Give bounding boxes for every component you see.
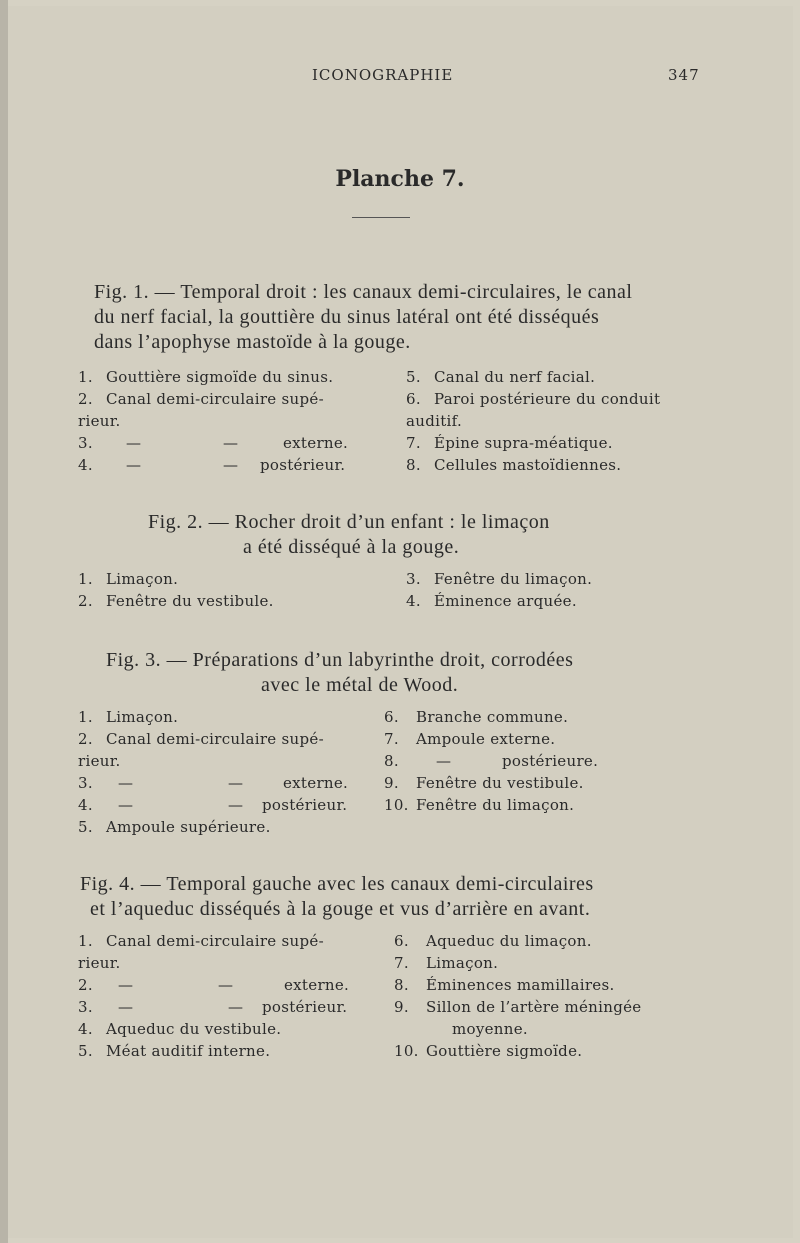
fig4-caption-line: Fig. 4. — Temporal gauche avec les canaux demi-circulaires bbox=[80, 873, 594, 895]
legend-item-continuation: auditif. bbox=[406, 412, 463, 430]
fig2-caption-line: Fig. 2. — Rocher droit d’un enfant : le limaçon bbox=[148, 511, 550, 533]
fig1-caption-line: du nerf facial, la gouttière du sinus latéral ont été disséqués bbox=[94, 306, 600, 328]
fig4-caption-line: et l’aqueduc disséqués à la gouge et vus d’arrière en avant. bbox=[90, 898, 591, 920]
running-head-title: ICONOGRAPHIE bbox=[312, 66, 454, 84]
plate-title: Planche 7. bbox=[335, 166, 465, 192]
fig3-legend-right bbox=[384, 706, 724, 816]
legend-item: 4. — — postérieur. bbox=[78, 456, 346, 474]
legend-item: 8. — postérieure. bbox=[384, 752, 599, 770]
legend-item-continuation: rieur. bbox=[78, 954, 121, 972]
legend-item: 3. — — externe. bbox=[78, 434, 349, 452]
fig3-legend bbox=[78, 706, 718, 838]
fig3-legend-left bbox=[78, 706, 378, 838]
legend-item-continuation: rieur. bbox=[78, 412, 121, 430]
legend-item: 7. Épine supra-méatique. bbox=[406, 434, 613, 452]
fig1-caption-line: dans l’apophyse mastoïde à la gouge. bbox=[94, 331, 411, 353]
legend-item: 6. Paroi postérieure du conduit bbox=[406, 390, 661, 408]
legend-item: 8. Éminences mamillaires. bbox=[394, 976, 615, 994]
fig1-legend bbox=[78, 366, 718, 476]
legend-item: 6. Branche commune. bbox=[384, 708, 569, 726]
legend-item: 2. Canal demi-circulaire supé- bbox=[78, 730, 324, 748]
legend-item-continuation: moyenne. bbox=[452, 1020, 528, 1038]
fig4-legend-left bbox=[78, 930, 378, 1062]
fig4-legend bbox=[78, 930, 718, 1062]
legend-item: 10. Fenêtre du limaçon. bbox=[384, 796, 575, 814]
legend-item: 3. — — externe. bbox=[78, 774, 349, 792]
fig2-legend-left bbox=[78, 568, 378, 612]
fig2-legend bbox=[78, 568, 718, 614]
legend-item: 9. Fenêtre du vestibule. bbox=[384, 774, 584, 792]
legend-item: 4. — — postérieur. bbox=[78, 796, 348, 814]
legend-item: 5. Méat auditif interne. bbox=[78, 1042, 271, 1060]
fig4-caption bbox=[80, 872, 720, 922]
fig3-caption-line: Fig. 3. — Préparations d’un labyrinthe droit, corrodées bbox=[106, 649, 574, 671]
legend-item: 2. Fenêtre du vestibule. bbox=[78, 592, 274, 610]
legend-item-continuation: rieur. bbox=[78, 752, 121, 770]
legend-item: 8. Cellules mastoïdiennes. bbox=[406, 456, 622, 474]
fig2-legend-right bbox=[406, 568, 726, 612]
legend-item: 5. Canal du nerf facial. bbox=[406, 368, 596, 386]
fig1-legend-right bbox=[406, 366, 726, 476]
legend-item: 1. Gouttière sigmoïde du sinus. bbox=[78, 368, 334, 386]
legend-item: 1. Limaçon. bbox=[78, 708, 179, 726]
legend-item: 7. Ampoule externe. bbox=[384, 730, 556, 748]
legend-item: 9. Sillon de l’artère méningée bbox=[394, 998, 642, 1016]
fig1-legend-left bbox=[78, 366, 378, 476]
fig2-caption bbox=[148, 510, 668, 560]
fig4-legend-right bbox=[394, 930, 724, 1062]
title-rule bbox=[352, 217, 410, 218]
legend-item: 4. Aqueduc du vestibule. bbox=[78, 1020, 282, 1038]
legend-item: 5. Ampoule supérieure. bbox=[78, 818, 271, 836]
legend-item: 10. Gouttière sigmoïde. bbox=[394, 1042, 583, 1060]
page-number: 347 bbox=[668, 66, 700, 84]
fig3-caption-line: avec le métal de Wood. bbox=[261, 674, 459, 696]
legend-item: 3. — — postérieur. bbox=[78, 998, 348, 1016]
legend-item: 6. Aqueduc du limaçon. bbox=[394, 932, 592, 950]
fig3-caption bbox=[106, 648, 706, 698]
legend-item: 3. Fenêtre du limaçon. bbox=[406, 570, 593, 588]
legend-item: 1. Canal demi-circulaire supé- bbox=[78, 932, 324, 950]
legend-item: 1. Limaçon. bbox=[78, 570, 179, 588]
legend-item: 2. — — externe. bbox=[78, 976, 350, 994]
fig1-caption bbox=[94, 280, 714, 355]
fig2-caption-line: a été disséqué à la gouge. bbox=[243, 536, 460, 558]
legend-item: 2. Canal demi-circulaire supé- bbox=[78, 390, 324, 408]
legend-item: 7. Limaçon. bbox=[394, 954, 499, 972]
legend-item: 4. Éminence arquée. bbox=[406, 592, 577, 610]
fig1-caption-line: Fig. 1. — Temporal droit : les canaux demi-circulaires, le canal bbox=[94, 281, 633, 303]
